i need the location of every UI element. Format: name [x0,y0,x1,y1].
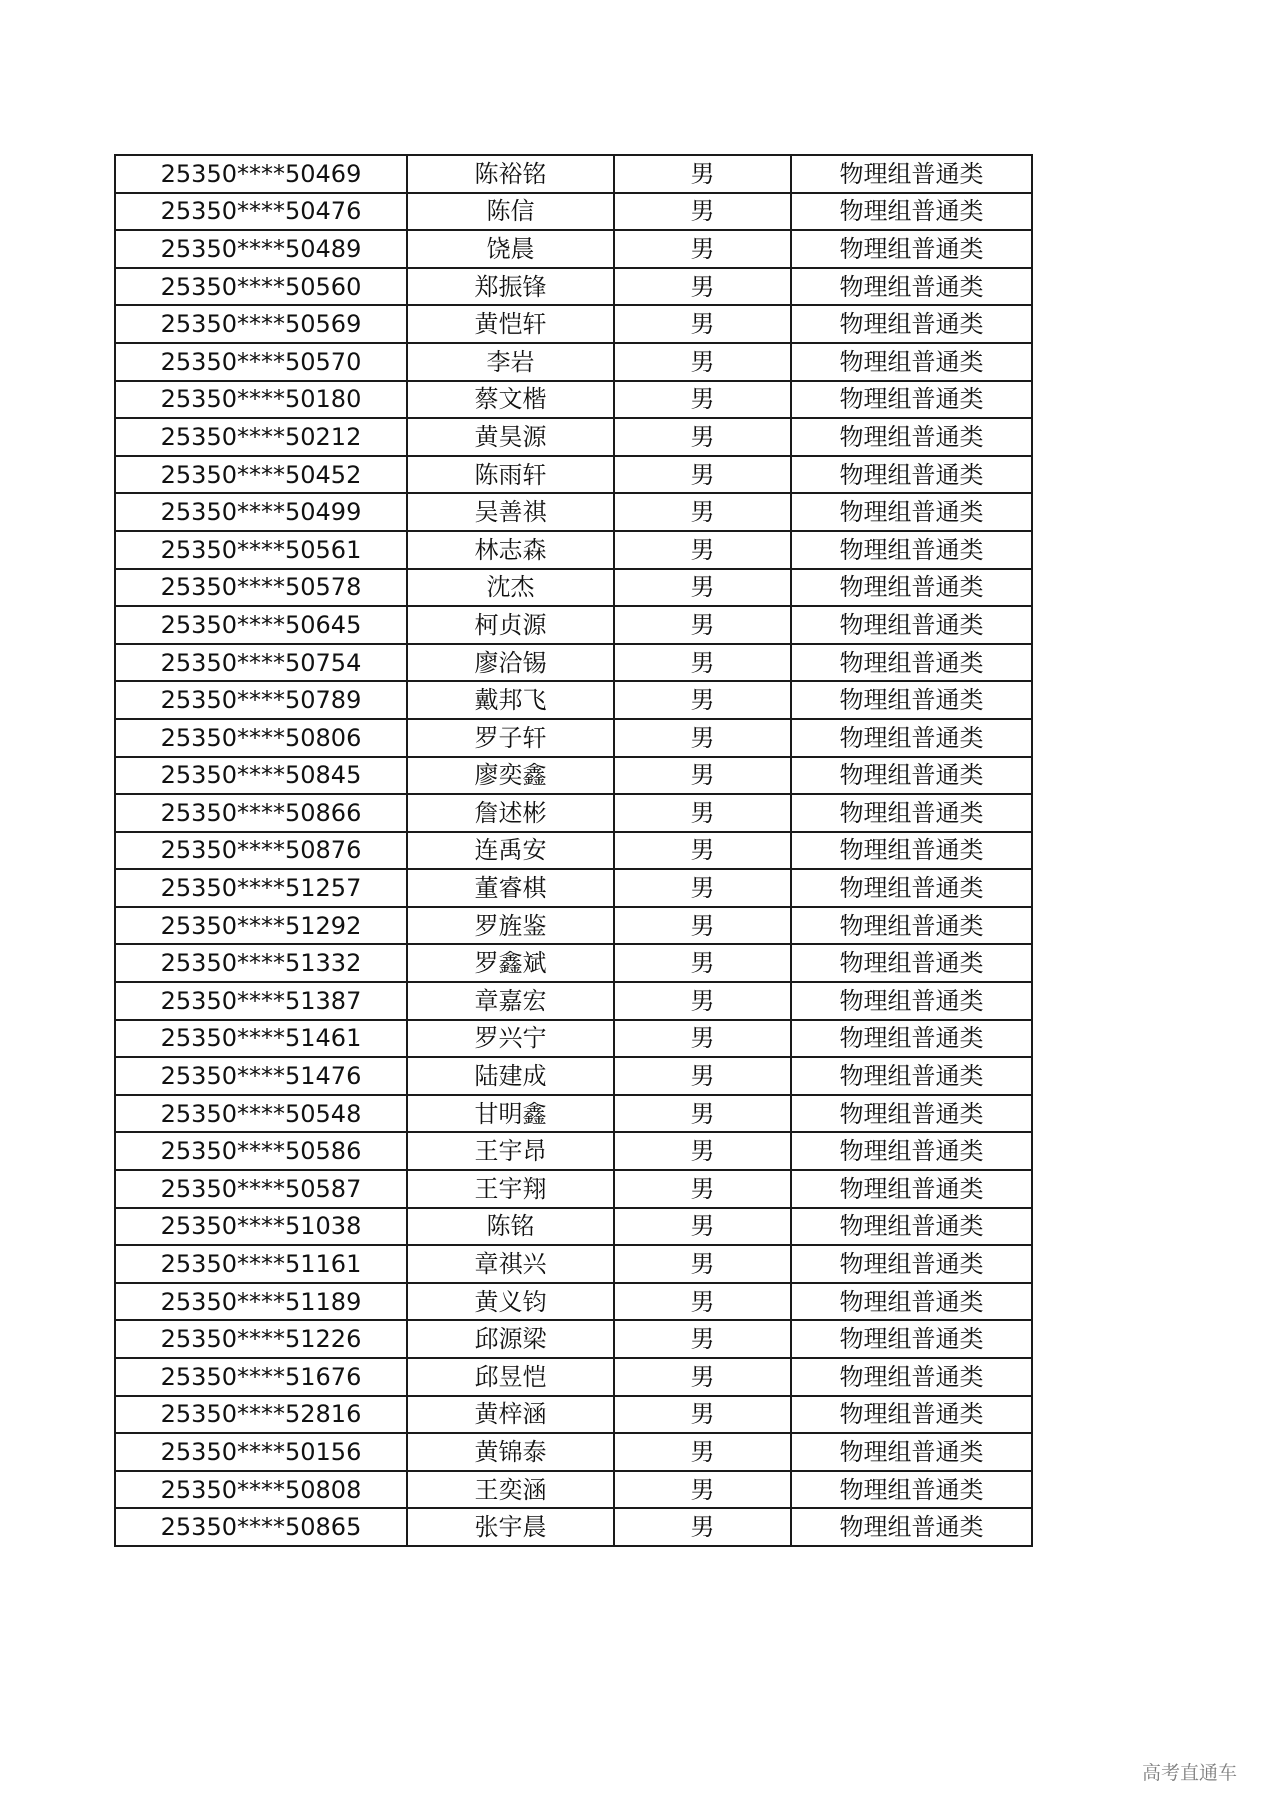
table-row [115,343,1032,381]
category-cell: 物理组普通类 [791,907,1032,945]
student-name-cell: 罗旌鉴 [407,907,614,945]
student-id-cell: 25350****52816 [115,1396,407,1434]
category-cell: 物理组普通类 [791,1132,1032,1170]
table-row [115,982,1032,1020]
student-id-cell: 25350****51676 [115,1358,407,1396]
gender-cell: 男 [614,982,791,1020]
student-id-cell: 25350****50578 [115,569,407,607]
table-row [115,493,1032,531]
gender-cell: 男 [614,1095,791,1133]
gender-cell: 男 [614,1471,791,1509]
student-id-cell: 25350****50469 [115,155,407,193]
table-row [115,456,1032,494]
student-name-cell: 陆建成 [407,1057,614,1095]
table-row [115,944,1032,982]
category-cell: 物理组普通类 [791,193,1032,231]
student-id-cell: 25350****50586 [115,1132,407,1170]
student-name-cell: 罗子轩 [407,719,614,757]
student-id-cell: 25350****51387 [115,982,407,1020]
table-row [115,606,1032,644]
category-cell: 物理组普通类 [791,794,1032,832]
student-id-cell: 25350****51332 [115,944,407,982]
table-row [115,155,1032,193]
student-name-cell: 邱昱恺 [407,1358,614,1396]
student-id-cell: 25350****50489 [115,230,407,268]
table-row [115,1283,1032,1321]
student-id-cell: 25350****51189 [115,1283,407,1321]
student-id-cell: 25350****50865 [115,1508,407,1546]
student-name-cell: 陈裕铭 [407,155,614,193]
gender-cell: 男 [614,1208,791,1246]
category-cell: 物理组普通类 [791,493,1032,531]
student-id-cell: 25350****50876 [115,832,407,870]
student-id-cell: 25350****50561 [115,531,407,569]
table-row [115,1208,1032,1246]
student-name-cell: 陈信 [407,193,614,231]
student-id-cell: 25350****50212 [115,418,407,456]
gender-cell: 男 [614,832,791,870]
table-row [115,268,1032,306]
student-name-cell: 李岩 [407,343,614,381]
student-name-cell: 廖洽锡 [407,644,614,682]
table-row [115,681,1032,719]
table-row [115,832,1032,870]
gender-cell: 男 [614,1283,791,1321]
table-row [115,869,1032,907]
table-row [115,1508,1032,1546]
student-id-cell: 25350****50476 [115,193,407,231]
gender-cell: 男 [614,381,791,419]
gender-cell: 男 [614,268,791,306]
table-row [115,1132,1032,1170]
table-row [115,1358,1032,1396]
category-cell: 物理组普通类 [791,681,1032,719]
category-cell: 物理组普通类 [791,644,1032,682]
table-row [115,1170,1032,1208]
table-row [115,305,1032,343]
category-cell: 物理组普通类 [791,1433,1032,1471]
category-cell: 物理组普通类 [791,1396,1032,1434]
student-name-cell: 甘明鑫 [407,1095,614,1133]
student-id-cell: 25350****50499 [115,493,407,531]
category-cell: 物理组普通类 [791,381,1032,419]
gender-cell: 男 [614,907,791,945]
student-name-cell: 董睿棋 [407,869,614,907]
gender-cell: 男 [614,1320,791,1358]
table-row [115,569,1032,607]
student-name-cell: 黄恺轩 [407,305,614,343]
gender-cell: 男 [614,1132,791,1170]
category-cell: 物理组普通类 [791,305,1032,343]
category-cell: 物理组普通类 [791,1283,1032,1321]
gender-cell: 男 [614,681,791,719]
student-id-cell: 25350****51292 [115,907,407,945]
watermark-text: 高考直通车 [1142,1762,1238,1784]
student-name-cell: 林志森 [407,531,614,569]
student-name-cell: 章祺兴 [407,1245,614,1283]
category-cell: 物理组普通类 [791,1245,1032,1283]
category-cell: 物理组普通类 [791,1095,1032,1133]
student-id-cell: 25350****50156 [115,1433,407,1471]
category-cell: 物理组普通类 [791,944,1032,982]
gender-cell: 男 [614,569,791,607]
category-cell: 物理组普通类 [791,1320,1032,1358]
category-cell: 物理组普通类 [791,418,1032,456]
gender-cell: 男 [614,869,791,907]
gender-cell: 男 [614,155,791,193]
student-name-cell: 郑振锋 [407,268,614,306]
student-name-cell: 王奕涵 [407,1471,614,1509]
student-id-cell: 25350****50587 [115,1170,407,1208]
table-row [115,1057,1032,1095]
gender-cell: 男 [614,531,791,569]
student-id-cell: 25350****51257 [115,869,407,907]
student-name-cell: 罗鑫斌 [407,944,614,982]
category-cell: 物理组普通类 [791,1170,1032,1208]
table-row [115,1320,1032,1358]
table-row [115,193,1032,231]
category-cell: 物理组普通类 [791,456,1032,494]
student-name-cell: 廖奕鑫 [407,757,614,795]
category-cell: 物理组普通类 [791,757,1032,795]
category-cell: 物理组普通类 [791,1020,1032,1058]
gender-cell: 男 [614,794,791,832]
gender-cell: 男 [614,418,791,456]
student-id-cell: 25350****50180 [115,381,407,419]
student-name-cell: 蔡文楷 [407,381,614,419]
category-cell: 物理组普通类 [791,832,1032,870]
category-cell: 物理组普通类 [791,719,1032,757]
category-cell: 物理组普通类 [791,531,1032,569]
student-name-cell: 王宇翔 [407,1170,614,1208]
gender-cell: 男 [614,1358,791,1396]
gender-cell: 男 [614,230,791,268]
student-id-cell: 25350****50569 [115,305,407,343]
category-cell: 物理组普通类 [791,1208,1032,1246]
student-id-cell: 25350****50452 [115,456,407,494]
student-id-cell: 25350****50808 [115,1471,407,1509]
table-row [115,1396,1032,1434]
student-name-cell: 黄梓涵 [407,1396,614,1434]
student-name-cell: 戴邦飞 [407,681,614,719]
table-row [115,531,1032,569]
table-row [115,1095,1032,1133]
roster-body [115,155,1032,1546]
gender-cell: 男 [614,305,791,343]
student-id-cell: 25350****51476 [115,1057,407,1095]
gender-cell: 男 [614,719,791,757]
gender-cell: 男 [614,1020,791,1058]
gender-cell: 男 [614,1057,791,1095]
gender-cell: 男 [614,944,791,982]
gender-cell: 男 [614,644,791,682]
student-name-cell: 黄义钧 [407,1283,614,1321]
student-name-cell: 黄昊源 [407,418,614,456]
gender-cell: 男 [614,1396,791,1434]
student-name-cell: 饶晨 [407,230,614,268]
table-row [115,1245,1032,1283]
student-name-cell: 罗兴宁 [407,1020,614,1058]
student-id-cell: 25350****50548 [115,1095,407,1133]
table-row [115,644,1032,682]
student-name-cell: 沈杰 [407,569,614,607]
student-name-cell: 章嘉宏 [407,982,614,1020]
student-id-cell: 25350****50754 [115,644,407,682]
category-cell: 物理组普通类 [791,1508,1032,1546]
category-cell: 物理组普通类 [791,869,1032,907]
category-cell: 物理组普通类 [791,343,1032,381]
student-name-cell: 张宇晨 [407,1508,614,1546]
category-cell: 物理组普通类 [791,155,1032,193]
student-name-cell: 柯贞源 [407,606,614,644]
table-row [115,1020,1032,1058]
student-id-cell: 25350****50570 [115,343,407,381]
student-name-cell: 邱源梁 [407,1320,614,1358]
table-row [115,794,1032,832]
student-id-cell: 25350****50866 [115,794,407,832]
student-id-cell: 25350****51161 [115,1245,407,1283]
table-row [115,719,1032,757]
student-name-cell: 陈铭 [407,1208,614,1246]
student-id-cell: 25350****50560 [115,268,407,306]
category-cell: 物理组普通类 [791,230,1032,268]
category-cell: 物理组普通类 [791,1471,1032,1509]
category-cell: 物理组普通类 [791,982,1032,1020]
student-name-cell: 吴善祺 [407,493,614,531]
student-roster-table [114,154,1033,1547]
table-row [115,230,1032,268]
gender-cell: 男 [614,1245,791,1283]
table-row [115,907,1032,945]
table-row [115,418,1032,456]
table-row [115,757,1032,795]
category-cell: 物理组普通类 [791,1057,1032,1095]
gender-cell: 男 [614,757,791,795]
student-id-cell: 25350****50645 [115,606,407,644]
student-name-cell: 陈雨轩 [407,456,614,494]
gender-cell: 男 [614,606,791,644]
student-name-cell: 黄锦泰 [407,1433,614,1471]
gender-cell: 男 [614,193,791,231]
category-cell: 物理组普通类 [791,606,1032,644]
student-id-cell: 25350****50845 [115,757,407,795]
table-row [115,381,1032,419]
student-name-cell: 连禹安 [407,832,614,870]
student-id-cell: 25350****51461 [115,1020,407,1058]
gender-cell: 男 [614,1433,791,1471]
table-row [115,1433,1032,1471]
gender-cell: 男 [614,456,791,494]
gender-cell: 男 [614,493,791,531]
gender-cell: 男 [614,1170,791,1208]
gender-cell: 男 [614,1508,791,1546]
gender-cell: 男 [614,343,791,381]
student-id-cell: 25350****50789 [115,681,407,719]
student-id-cell: 25350****51226 [115,1320,407,1358]
student-name-cell: 王宇昂 [407,1132,614,1170]
student-id-cell: 25350****51038 [115,1208,407,1246]
student-name-cell: 詹述彬 [407,794,614,832]
category-cell: 物理组普通类 [791,268,1032,306]
table-row [115,1471,1032,1509]
category-cell: 物理组普通类 [791,1358,1032,1396]
category-cell: 物理组普通类 [791,569,1032,607]
student-id-cell: 25350****50806 [115,719,407,757]
